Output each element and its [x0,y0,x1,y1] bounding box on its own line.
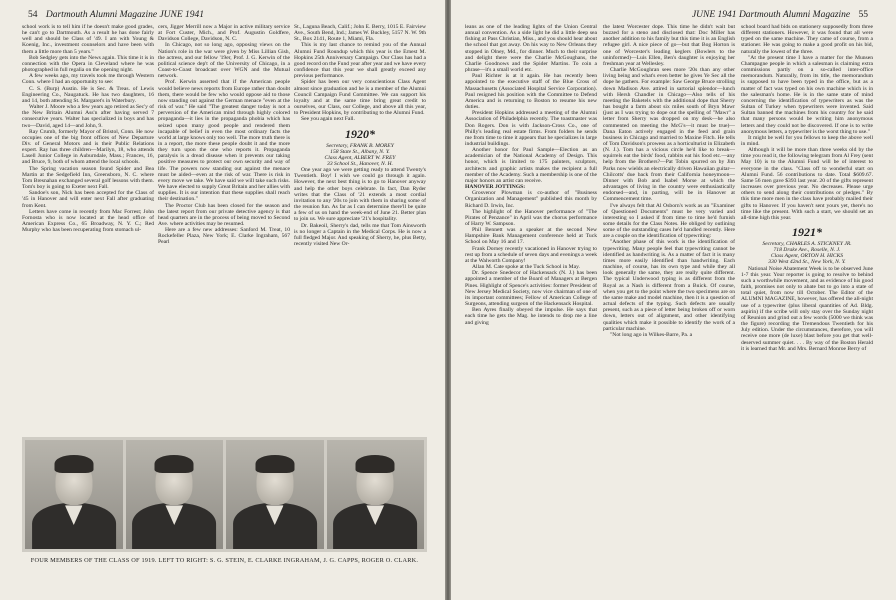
text-paragraph: See you again next Fall. [301,116,355,123]
text-paragraph: Allan M. Cate spoke at the Tuck School in May. [472,264,580,271]
text-paragraph: leans as one of the leading lights of the Union Central annual convention. As a side light he did a little deep sea fishing at Pass Christian, Miss., and you should hear about the school that got away. On his way to New Orleans they stopped in Olney, Md., for dinner. Much to their surprise and delight there were the Charlie McGoughans, the Charlie Goodnows and the Spider Martins. To coin a phrase—it's a small world etc. [465,24,597,74]
text-paragraph: Frank Dorney recently vacationed in Hanover trying to rest up from a schedule of seven days and evenings a week at the Walworth Company! [465,245,597,264]
text-paragraph: school board had bids on stationery supposedly from three different stationers. However, it was found that all were typed on the same machine. They came of course, from a stationer. He was going to make a good profit on his bid, naturally the lowest of the three. [741,24,873,55]
class-1920-heading: 1920* [345,126,375,141]
text-paragraph: Although it will be more than three weeks old by the time you read it, the following telegram from Al Frey (sent May 10) is to the Alumni Fund will be of interest to everyone in the class. "Class off to wonderful start on Alumni Fund. 56 contributions to date. Total $609.67. Same 56 men gave $393 last year. 20 of the gifts represent increases over previous year. No decreases. Please urge others to send along their contributions or pledges." By this time more men in the class have probably mailed their gifts to Hanover. If you haven't sent yours yet, there's no time like the present. With such a start, we should set an all-time high this year. [741,147,873,221]
portrait-photo [226,440,324,549]
class-1920-agent: Class Agent, ALBERT W. FREY [324,154,396,161]
class-1920-secretary-address: 158 State St., Albany, N. Y. [330,148,390,155]
portrait-photo [25,440,123,549]
text-paragraph: A few weeks ago, my travels took me through Western Conn. where I had an opportunity to see: [22,73,154,86]
text-paragraph: It might be well for you fellows to keep the above well in mind. [741,134,873,147]
text-paragraph: Ben Ayres finally obeyed the impulse. He says that each time he gets the Mag. he intends to drop me a line and giving [465,307,597,326]
left-column-1 [22,24,154,432]
text-paragraph: National Noise Abatement Week is to be observed June 1-7 this year. Your reporter is going to resolve to behind such a worthwhile movement, and as evidence of his good faith, promises not only to abate but to go into a state of total quiet, from now till October. The Editor of the ALUMNI MAGAZINE, however, has offered the all-night use of a typewriter (plus liberal quantities of Ad. Bldg. aspirin) if the scribe will only stay over the Sunday night of Reunion and grind out a few words (5000 we think was the figure) recording the Tremendous Twentieth for his July edition. Under the circumstances, therefore, you will receive one more (de luxe) blast before you get that well-deserved summer quiet. . . . By way of the Boston Herald it is learned that Mr. and Mrs. Bernard Monroe Berry of [741,265,873,352]
class-photo [22,437,427,552]
text-paragraph: Another honor for Paul Sample—Election as an academician of the National Academy of Design. This honor, which is limited to 175 painters, sculptors, architects and graphic artists makes the recipient a full member of the Academy. Such a membership is one of the major honors an artist can receive. [465,147,597,184]
left-column-2 [158,24,290,432]
right-page-header [692,10,874,20]
right-header-title: Dartmouth Alumni Magazine [738,10,851,20]
text-paragraph: I've always felt that Al Osborn's work as an "Examiner of Questioned Documents" must be very varied and interesting so I asked if from time to time he'd furnish some details for the Class Notes. He obliged by outlining some of the outstanding cases he'd handled recently. Here are a couple on the identification of typewriting: [603,202,735,240]
text-paragraph: Spider has been our very conscientious Class Agent almost since graduation and he is a member of the Alumni Council Campaign Fund Committee. We can support his loyalty and at the same time bring great credit to ourselves, our Class, our College, and above all this year, to President Hopkins, by contributing to the Alumni Fund. [294,79,426,117]
text-paragraph: President Hopkins addressed a meeting of the Alumni Association of Philadelphia recently. The toastmaster was Don Rogers. Don is with Jackson-Cross Co., one of Philly's leading real estate firms. From folders he sends me from time to time it appears that he specializes in large industrial buildings. [465,110,597,147]
text-paragraph: "Not long ago in Wilkes-Barre, Pa. a [610,331,693,338]
class-1921-heading: 1921* [792,225,822,239]
class-1921-agent-address: 330 West 42nd St., New York, N. Y. [768,259,846,266]
left-page-number: 54 [28,10,38,20]
right-header-date: JUNE 1941 [691,10,737,20]
text-paragraph: Letters have come in recently from Mac Forrest; John Fornosta who is now located at the head office of American Express Co., 65 Broadway, N. Y. C.; Red Murphy who has been recuperating from stomach ul- [22,208,154,234]
photo-caption: FOUR MEMBERS OF THE CLASS OF 1919. LEFT TO RIGHT: S. G. STEIN, E. CLARKE INGRAHAM, J. G. CAPPS, ROGER O. CLARK. [30,557,419,564]
text-paragraph: Bob Sedgley gets into the News again. This time it is in connection with the Opera in Cleveland where he was photographed in full regalia on the opening night. [22,54,154,74]
left-header-title: Dartmouth Alumni Magazine [45,10,158,20]
text-paragraph: Charlie McGoughran sees more '20s than any other living being and what's even better he gives Ye Sec all the dope he gathers. For example: Saw George Bruce strolling down Madison Ave. attired in sartorial splendor—lunch with Hersh Chandler in Chicago—Also tells of his meeting the Baketels with the additional dope that Sherry has bought a farm about six miles south of Bryn Mawr (just as I was trying to dope out the spelling of "Mawr" a letter from Sherry was dropped on my desk—he also commented on meeting the McG's—it must be true)—Dana Eaton actively engaged in the feed and grain business in Chicago and married to Maxine Fitch. He tells of Tom Davidson's prowess as a horticulturist in Elizabeth (N. J.). Tom has a vicious circle he'd like to break—squirrels eat the birds' food, rabbits eat his food etc.—any help from the Brothers?—Pat Tobin spurred on by Jim Parks now wields an electrically driven Hawaiian guitar—Chilcotts' due back from their California honeymoon—Dinner with Bob and Isabel Morse at which the advantages of living in the country were enthusiastically endorsed—and, in parting, will be in Hanover at Commencement time. [603,67,735,203]
text-paragraph: "Another phase of this work is the identification of typewriting. Many people feel that typewriting cannot be identified as handwriting is. As a matter of fact it is many times more easily identified than handwriting. Each machine, of course, has its own type and while they all look generally the same, they are really quite different. The typical Underwood typing is as different from the Royal as a Nash is different from a Buick. Of course, when you get to the point where the two specimens are on the same make and model machine, then it is a question of actual defects of the typing. Such defects are usually present, such as a piece of letter being broken off or worn down, letters out of alignment, and other identifying qualities which make it possible to identify the work of a particular machine. [603,239,735,332]
left-page [0,0,445,600]
class-1920-agent-address: 33 School St., Hanover, N. H. [327,160,393,167]
text-paragraph: Prof. Kerwin asserted that if the American people would believe news reports from Europe rather than doubt them, there would be few who would oppose aid to those now standing out against the German menace "even at the risk of war." He said "The greatest danger today is not a perversion of the American mind through highly colored propaganda—it lies in the propaganda phobia which has seized upon many good people and rendered them incapable of belief in even the most ordinary facts the world at large knows only too well. The more truth there is in a report, the more these people doubt it and the more they turn upon the one who reports it. Propaganda paralysis is a dread disease when it prevents our taking positive measures to protect our own security and way of life. The powers now standing out against the menace must be aided—even at the risk of war. There is risk in every move we take. We have said we will take such risks. We have elected to supply Great Britain and her allies with supplies. It is our intention that these supplies shall reach their destination." [158,79,290,203]
text-paragraph: One year ago we were getting ready to attend Twenty's Twentieth. Boy! I wish we could go through it again. However, the next best thing is to go to Hanover anyway and help the other boys celebrate. In fact, Dan Ryder writes that the Class of '21 extends a most cordial invitation to any '20s to join with them in sharing some of the reunion fun. As far as I can determine there'll be quite a few of us on hand the week-end of June 21. Better plan to join us. We sure appreciate '21's hospitality. [294,167,426,223]
right-column-3 [741,24,873,592]
class-1921-secretary: Secretary, CHARLES A. STICKNEY JR. [762,241,852,247]
left-header-date: JUNE 1941 [159,10,205,20]
text-paragraph: Dr. Bakeoil, Sherry's dad, tells me that Tom Ainsworth is no longer a Captain in the Medical Corps. He is now a full fledged Major. And speaking of Sherry, he, plus Betty, recently visited New Or- [294,222,426,247]
text-paragraph: Here are a few new addresses: Sanford M. Treat, 10 Rockefeller Plaza, New York; E. Clarke Ingraham, 567 Pearl [158,227,290,246]
text-paragraph: Sandoe's son, Nick has been accepted for the Class of '45 in Hanover and will enter next Fall after graduating from Kent. [22,190,154,209]
right-column-1 [465,24,597,592]
text-paragraph: In Chicago, not so long ago, opposing views on the Nation's role in the war were given by Miss Lillian Gish, the actress, and our fellow '19er, Prof. J. G. Kerwin of the political science dep't of the University of Chicago, in a Coast-to-Coast broadcast over WGN and the Mutual network. [158,42,290,80]
text-paragraph: Dr. Spence Snedecor of Hackensack (N. J.) has been appointed a member of the Board of Managers at Bergen Pines. Highlight of Spence's activities: former President of New Jersey Medical Society, now vice chairman of one of its important committees; Fellow of American College of Surgeons, attending surgeon of the Hackensack Hospital. [465,270,597,308]
class-1921-agent: Class Agent, ORTON H. HICKS [770,253,844,260]
text-paragraph: C. S. (Burp) Austin. He is Sec. & Treas. of Lewis Engineering Co., Naugatuck. He has two daughters, 16 and 14, both attending St. Margaret's in Waterbury. [22,85,154,104]
text-paragraph: The highlight of the Hanover performance of "The Pirates of Penzance" in April was the chorus performance of Harry W. Sampson. [465,208,597,227]
class-1921-secretary-address: 718 Drake Ave., Roselle, N. J. [773,247,841,254]
class-1920-secretary: Secretary, FRANK B. MOREY [326,142,394,149]
text-paragraph: Phil Bennett was a speaker at the second New Hampshire Bank Management conference held at Tuck School on May 16 and 17. [465,227,597,246]
hanover-jottings-title: HANOVER JOTTINGS: [465,184,526,191]
text-paragraph: Walter J. Moore who a few years ago retired as Sec'y of the New Britain Alumni Ass'n after having served 7 consecutive years. Walter has specialized in boys and has two—David, aged 14—and John, 9. [22,104,154,129]
text-paragraph: the latest Worcester dope. This time he didn't wait but buzzed for a steno and disclosed that: Doc Miller has another addition to his family but this time it is an English refugee girl. A nice piece of go—but that Bog Horton is one of Worcester's leading keglers (Bowlers to the uninformed)—Luis Ellen, Ben's daughter is enjoying her freshman year at Wellesley. [603,24,735,67]
text-paragraph: cers, Jigger Merrill now a Major in active military service at Fort Custer, Mich., and Prof. Augustin Goldfere, Davidson College, Davidson, N. C. [158,24,290,43]
text-paragraph: This is my last chance to remind you of the Annual Alumni Fund Roundup which this year is the Ernest M. Hopkins 25th Anniversary Campaign. Our Class has had a good record on the Fund year after year and we have every confidence that this year we shall greatly exceed any previous performance. [294,42,426,80]
text-paragraph: Ray Crumb, formerly Mayor of Bristol, Conn. He now occupies one of the big front offices of New Departure Div. of General Motors and is their Public Relations expert. Ray has three children—Marilyn, 18, who attends Lasell Junior College in Auburndale, Mass.; Frances, 16, and Bruce, 9, both of whom attend the local schools. [22,128,154,166]
text-paragraph: St., Laguna Beach, Calif.; John E. Berry, 1015 E. Fairview Ave., South Bend, Ind.; James W. Buckley, 5157 N. W. 9th St., Box 2141, Route 1, Miami, Fla. [294,24,426,43]
text-paragraph: Grosvenor Plowman is co-author of "Business Organization and Management" published this month by Richard D. Irwin, Inc. [465,190,597,209]
right-page [451,0,896,600]
left-column-3 [294,24,426,432]
text-paragraph: Paul Richter is at it again. He has recently been appointed to the executive staff of the Blue Cross of Massachusetts (Associated Hospital Service Corporation). Paul resigned his position with the Committee to Defend America and is returning to Boston to resume his new duties. [465,73,597,111]
portrait-photo [327,440,425,549]
left-page-header [22,10,204,20]
portrait-photo [126,440,224,549]
text-paragraph: "At the present time I have a matter for the Munsen Champagne people in which a salesman is claiming extra commissions partly on a so-called inter-office memorandum. Naturally, from its title, the memorandum is supposed to have been typed in the office, but as a matter of fact was typed on his own machine which is in the salesman's home. He is in the same state of mind concerning the identification of typewriters as was the Sultan of Turkey when typewriters were invented. Said Sultan banned the machines from his country for he said that many persons would be writing him anonymous letters and they could not be discovered. If one is to write anonymous letters, a typewriter is the worst thing to use." [741,54,873,135]
right-column-2 [603,24,735,592]
text-paragraph: The Proctor Club has been closed for the season and the latest report from our private detective agency is that head quarters are in the process of being moved to Second Ave. where activities may be resumed. [158,202,290,227]
text-paragraph: school work is to tell him if he doesn't make good grades, he can't go to Dartmouth. As a result he has done fairly well and should be Class of '49. I am with Young & Koenig, Inc., investment counselors and have been with them a little more than 5 years." [22,24,154,55]
right-page-number: 55 [858,10,868,20]
text-paragraph: The Spring vacation season found Spider and Bea Martin at the Sedgefield Inn, Greensboro, N. C. where Tom Bresnahan exchanged several golf lessons with them. Tom's boy is going to Exeter next Fall. [22,165,154,191]
